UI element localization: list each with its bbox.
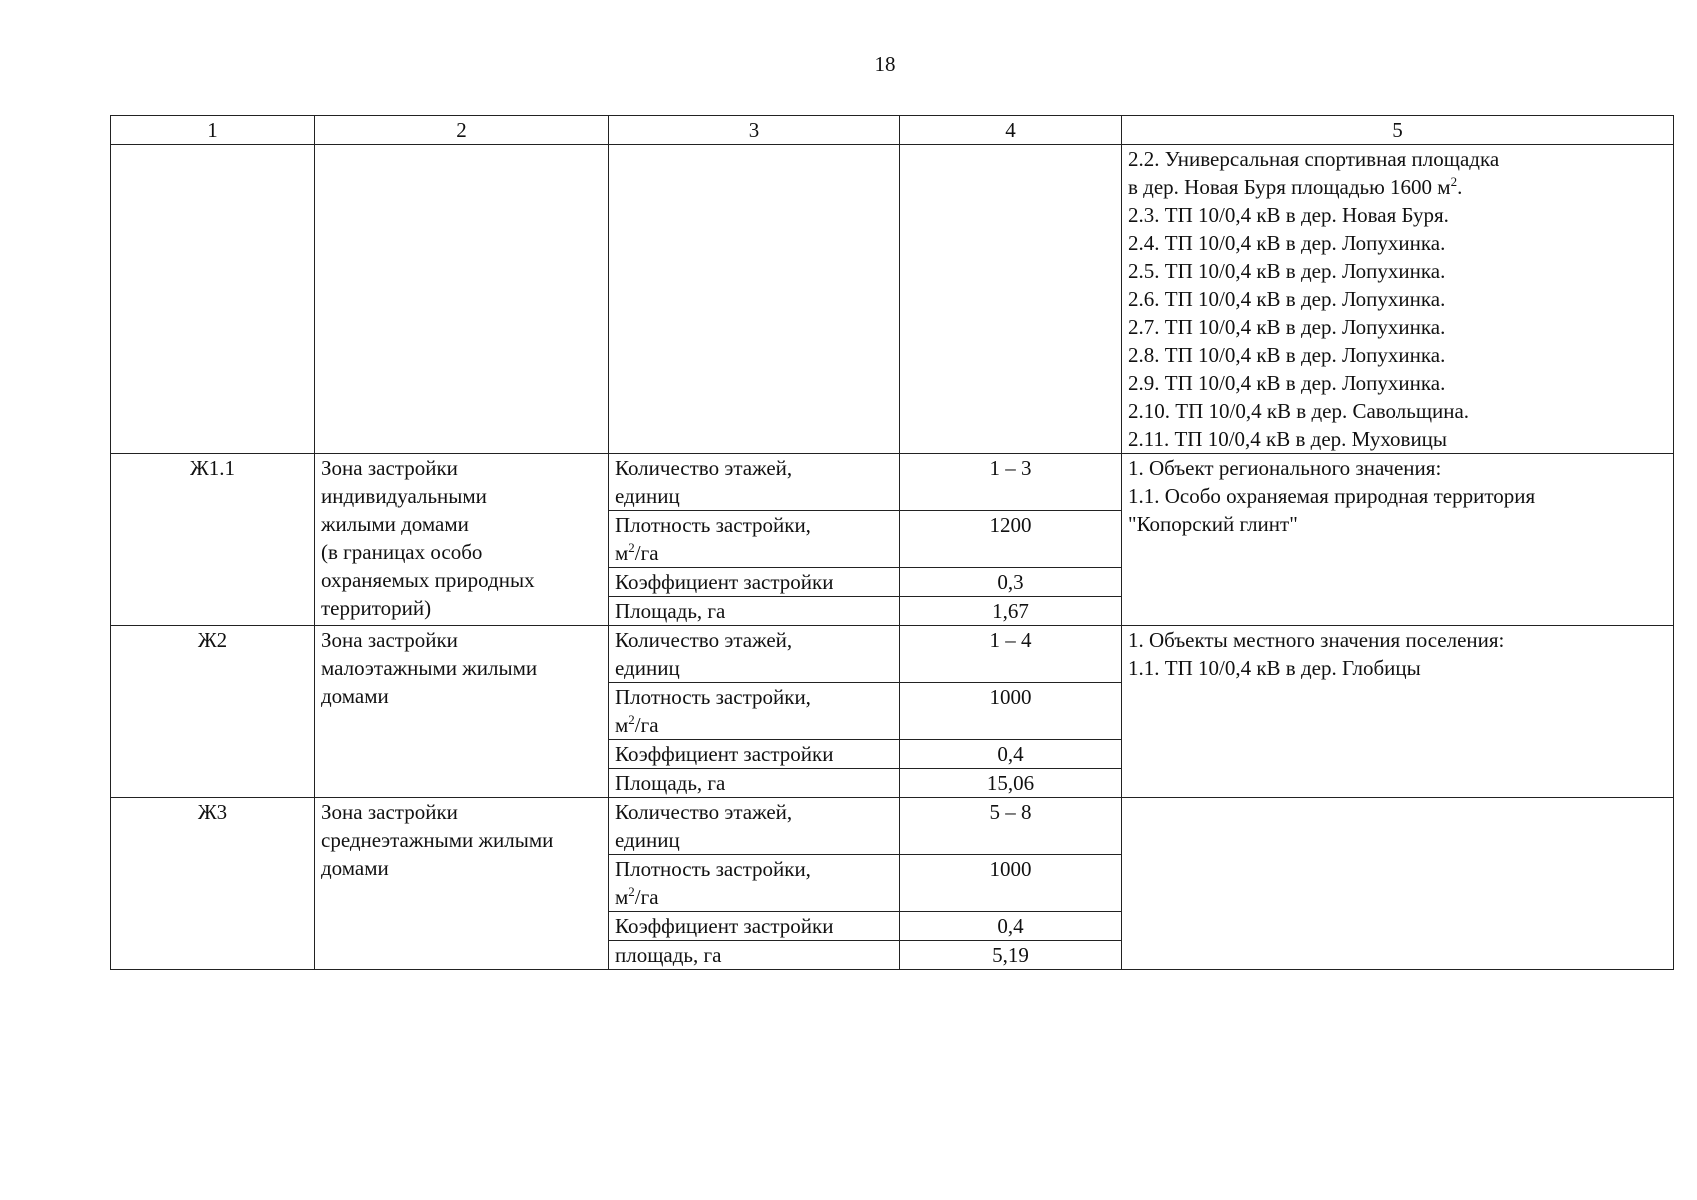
zone-name: Зона застройки среднеэтажными жилыми домами bbox=[315, 798, 609, 970]
page-number: 18 bbox=[874, 52, 896, 76]
object-line: 2.5. ТП 10/0,4 кВ в дер. Лопухинка. bbox=[1128, 259, 1446, 283]
header-col-1: 1 bbox=[111, 116, 315, 145]
continuation-name-cell bbox=[315, 145, 609, 454]
param-coverage-label: Коэффициент застройки bbox=[609, 568, 900, 597]
param-coverage-value: 0,4 bbox=[900, 740, 1122, 769]
header-col-5: 5 bbox=[1122, 116, 1674, 145]
zone-objects: 1. Объекты местного значения поселения: 1.1. ТП 10/0,4 кВ в дер. Глобицы bbox=[1122, 626, 1674, 798]
header-col-4: 4 bbox=[900, 116, 1122, 145]
continuation-objects-cell bbox=[1122, 145, 1674, 454]
object-line: 2.10. ТП 10/0,4 кВ в дер. Савольщина. bbox=[1128, 399, 1470, 423]
param-density-value: 1200 bbox=[900, 511, 1122, 568]
header-row bbox=[111, 116, 1674, 145]
param-area-label: Площадь, га bbox=[609, 769, 900, 798]
zone-objects bbox=[1122, 798, 1674, 970]
object-line: 2.9. ТП 10/0,4 кВ в дер. Лопухинка. bbox=[1128, 371, 1446, 395]
param-density-label: Плотность застройки, $м^2/га$ bbox=[609, 855, 900, 912]
continuation-param-cell bbox=[609, 145, 900, 454]
continuation-value-cell bbox=[900, 145, 1122, 454]
param-coverage-label: Коэффициент застройки bbox=[609, 740, 900, 769]
param-floors-value: 5 – 8 bbox=[900, 798, 1122, 855]
object-line: 2.7. ТП 10/0,4 кВ в дер. Лопухинка. bbox=[1128, 315, 1446, 339]
param-floors-value: 1 – 3 bbox=[900, 454, 1122, 511]
param-area-label: Площадь, га bbox=[609, 597, 900, 626]
param-area-value: 5,19 bbox=[900, 941, 1122, 970]
param-floors-value: 1 – 4 bbox=[900, 626, 1122, 683]
object-line: 2.6. ТП 10/0,4 кВ в дер. Лопухинка. bbox=[1128, 287, 1446, 311]
zone-name: Зона застройки индивидуальными жилыми домами (в границах особо охраняемых природных территорий) bbox=[315, 454, 609, 626]
continuation-code-cell bbox=[111, 145, 315, 454]
param-floors-label: Количество этажей, единиц bbox=[609, 798, 900, 855]
param-area-label: площадь, га bbox=[609, 941, 900, 970]
zones-table bbox=[110, 115, 1674, 970]
object-line: 2.4. ТП 10/0,4 кВ в дер. Лопухинка. bbox=[1128, 231, 1446, 255]
zone-name: Зона застройки малоэтажными жилыми домами bbox=[315, 626, 609, 798]
param-coverage-value: 0,4 bbox=[900, 912, 1122, 941]
param-coverage-label: Коэффициент застройки bbox=[609, 912, 900, 941]
param-floors-label: Количество этажей, единиц bbox=[609, 626, 900, 683]
zone-row bbox=[111, 626, 1674, 683]
zone-code: Ж3 bbox=[111, 798, 315, 970]
param-area-value: 1,67 bbox=[900, 597, 1122, 626]
object-line: 2.8. ТП 10/0,4 кВ в дер. Лопухинка. bbox=[1128, 343, 1446, 367]
object-line: 2.3. ТП 10/0,4 кВ в дер. Новая Буря. bbox=[1128, 203, 1449, 227]
param-density-label: Плотность застройки, $м^2/га$ bbox=[609, 683, 900, 740]
param-density-value: 1000 bbox=[900, 855, 1122, 912]
param-coverage-value: 0,3 bbox=[900, 568, 1122, 597]
object-line: 2.11. ТП 10/0,4 кВ в дер. Муховицы bbox=[1128, 427, 1448, 451]
object-line: 2.2. Универсальная спортивная площадка bbox=[1128, 147, 1500, 171]
superscript: 2 bbox=[1450, 174, 1458, 189]
param-area-value: 15,06 bbox=[900, 769, 1122, 798]
zone-code: Ж2 bbox=[111, 626, 315, 798]
param-density-value: 1000 bbox=[900, 683, 1122, 740]
param-density-label: Плотность застройки, $м^2/га$ bbox=[609, 511, 900, 568]
zone-code: Ж1.1 bbox=[111, 454, 315, 626]
header-col-2: 2 bbox=[315, 116, 609, 145]
zone-row bbox=[111, 798, 1674, 855]
continuation-row bbox=[111, 145, 1674, 454]
header-col-3: 3 bbox=[609, 116, 900, 145]
zone-row bbox=[111, 454, 1674, 511]
param-floors-label: Количество этажей, единиц bbox=[609, 454, 900, 511]
zone-objects: 1. Объект регионального значения: 1.1. Особо охраняемая природная территория "Копорский глинт" bbox=[1122, 454, 1674, 626]
object-line: в дер. Новая Буря площадью 1600 $м^2$. bbox=[1128, 174, 1463, 199]
